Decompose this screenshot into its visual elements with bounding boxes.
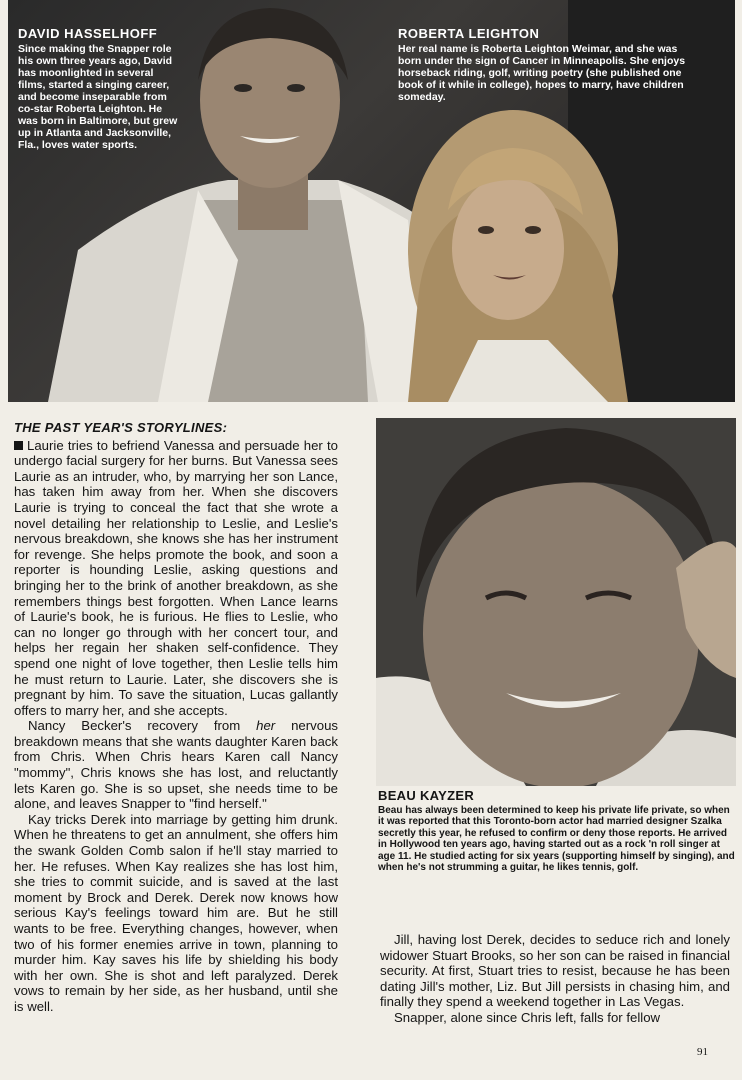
- article-right-column: [380, 932, 730, 1042]
- beau-kayzer-photo: [376, 418, 736, 786]
- article-paragraph-1-text: Laurie tries to befriend Vanessa and persuade her to undergo facial surgery for her burns. But Vanessa sees Laurie as an intruder, who, by marrying her son Lance, has taken him away from her. When she discovers Laurie is trying to conceal the fact that she wrote a novel detailing her relationship to Leslie, and Leslie's nervous breakdown, she knows she has her instrument for revenge. She helps promote the book, and soon a reporter is hounding Leslie, asking questions and bringing her to the brink of another breakdown, as she remembers things best forgotten. When Lance learns of Laurie's book, he is furious. He flies to Leslie, who can no longer go through with her concert tour, and helps her regain her shaken self-confidence. They spend one night of love together, then Leslie tells him he must return to Laurie. Later, she discovers she is pregnant by him. To save the situation, Lucas gallantly offers to marry her, and she accepts.: [14, 437, 338, 718]
- caption-roberta-name: ROBERTA LEIGHTON: [398, 26, 540, 41]
- article-paragraph-1: [14, 438, 338, 719]
- caption-beau-text: Beau has always been determined to keep his private life private, so when it was reported that this Toronto-born actor had married designer Szalka secretly this year, he refused to confirm or deny those reports. He arrived in Hollywood ten years ago, having started out as a rock 'n roll singer at age 11. He studied acting for six years (supporting himself by singing), and when he's not strumming a guitar, he likes tennis, golf.: [378, 804, 735, 873]
- beau-photo-illustration: [376, 418, 736, 786]
- caption-roberta-text: Her real name is Roberta Leighton Weimar, and she was born under the sign of Cancer in Minneapolis. She enjoys horseback riding, golf, writing poetry (she published one book of it while in college), hopes to marry, have children someday.: [398, 43, 686, 103]
- caption-david-text: Since making the Snapper role his own three years ago, David has moonlighted in several films, started a singing career, and become inseparable from co-star Roberta Leighton. He was born in Baltimore, but grew up in Atlanta and Jacksonville, Fla., loves water sports.: [18, 43, 178, 151]
- caption-roberta: [398, 26, 698, 103]
- caption-beau: [378, 790, 738, 874]
- article-paragraph-3: Kay tricks Derek into marriage by getting him drunk. When he threatens to get an annulment, she offers him the swank Golden Comb salon if he'll stay married to her. He refuses. When Kay realizes she has lost him, she tries to commit suicide, and is saved at the last moment by Brock and Derek. Derek now knows how serious Kay's feelings toward him are. But he still wants to be free. Everything changes, however, when two of his former enemies arrive in town, planning to murder him. Kay saves his life by shielding his body with her own. She is shot and left paralyzed. Derek vows to remain by her side, as her husband, until she is well.: [14, 811, 338, 1014]
- caption-beau-name: BEAU KAYZER: [378, 788, 475, 803]
- article-paragraph-4: Jill, having lost Derek, decides to seduce rich and lonely widower Stuart Brooks, so her son can be raised in financial security. At first, Stuart tries to resist, because he has been dating Jill's mother, Liz. But Jill persists in chasing him, and finally they spend a weekend together in Las Vegas.: [380, 932, 730, 1010]
- top-photo-david-roberta: [8, 0, 735, 402]
- article-paragraph-5: Snapper, alone since Chris left, falls for fellow: [394, 1009, 661, 1025]
- p2-emphasis: her: [256, 718, 276, 734]
- article-heading: THE PAST YEAR'S STORYLINES:: [14, 420, 228, 435]
- page-number: 91: [697, 1046, 708, 1058]
- square-bullet-icon: [14, 441, 23, 450]
- article-left-column: [14, 420, 338, 1050]
- caption-david: [18, 26, 178, 151]
- caption-david-name: DAVID HASSELHOFF: [18, 26, 158, 41]
- article-paragraph-2: [14, 718, 338, 812]
- p2-text-a: Nancy Becker's recovery from: [28, 718, 257, 734]
- p2-text-b: nervous breakdown means that she wants daughter Karen back from Chris. When Chris hears Karen call Nancy "mommy", Chris knows she has lost, and reluctantly lets Karen go. She is so upset, she needs time to be alone, and leaves Snapper to "find herself.": [14, 718, 338, 812]
